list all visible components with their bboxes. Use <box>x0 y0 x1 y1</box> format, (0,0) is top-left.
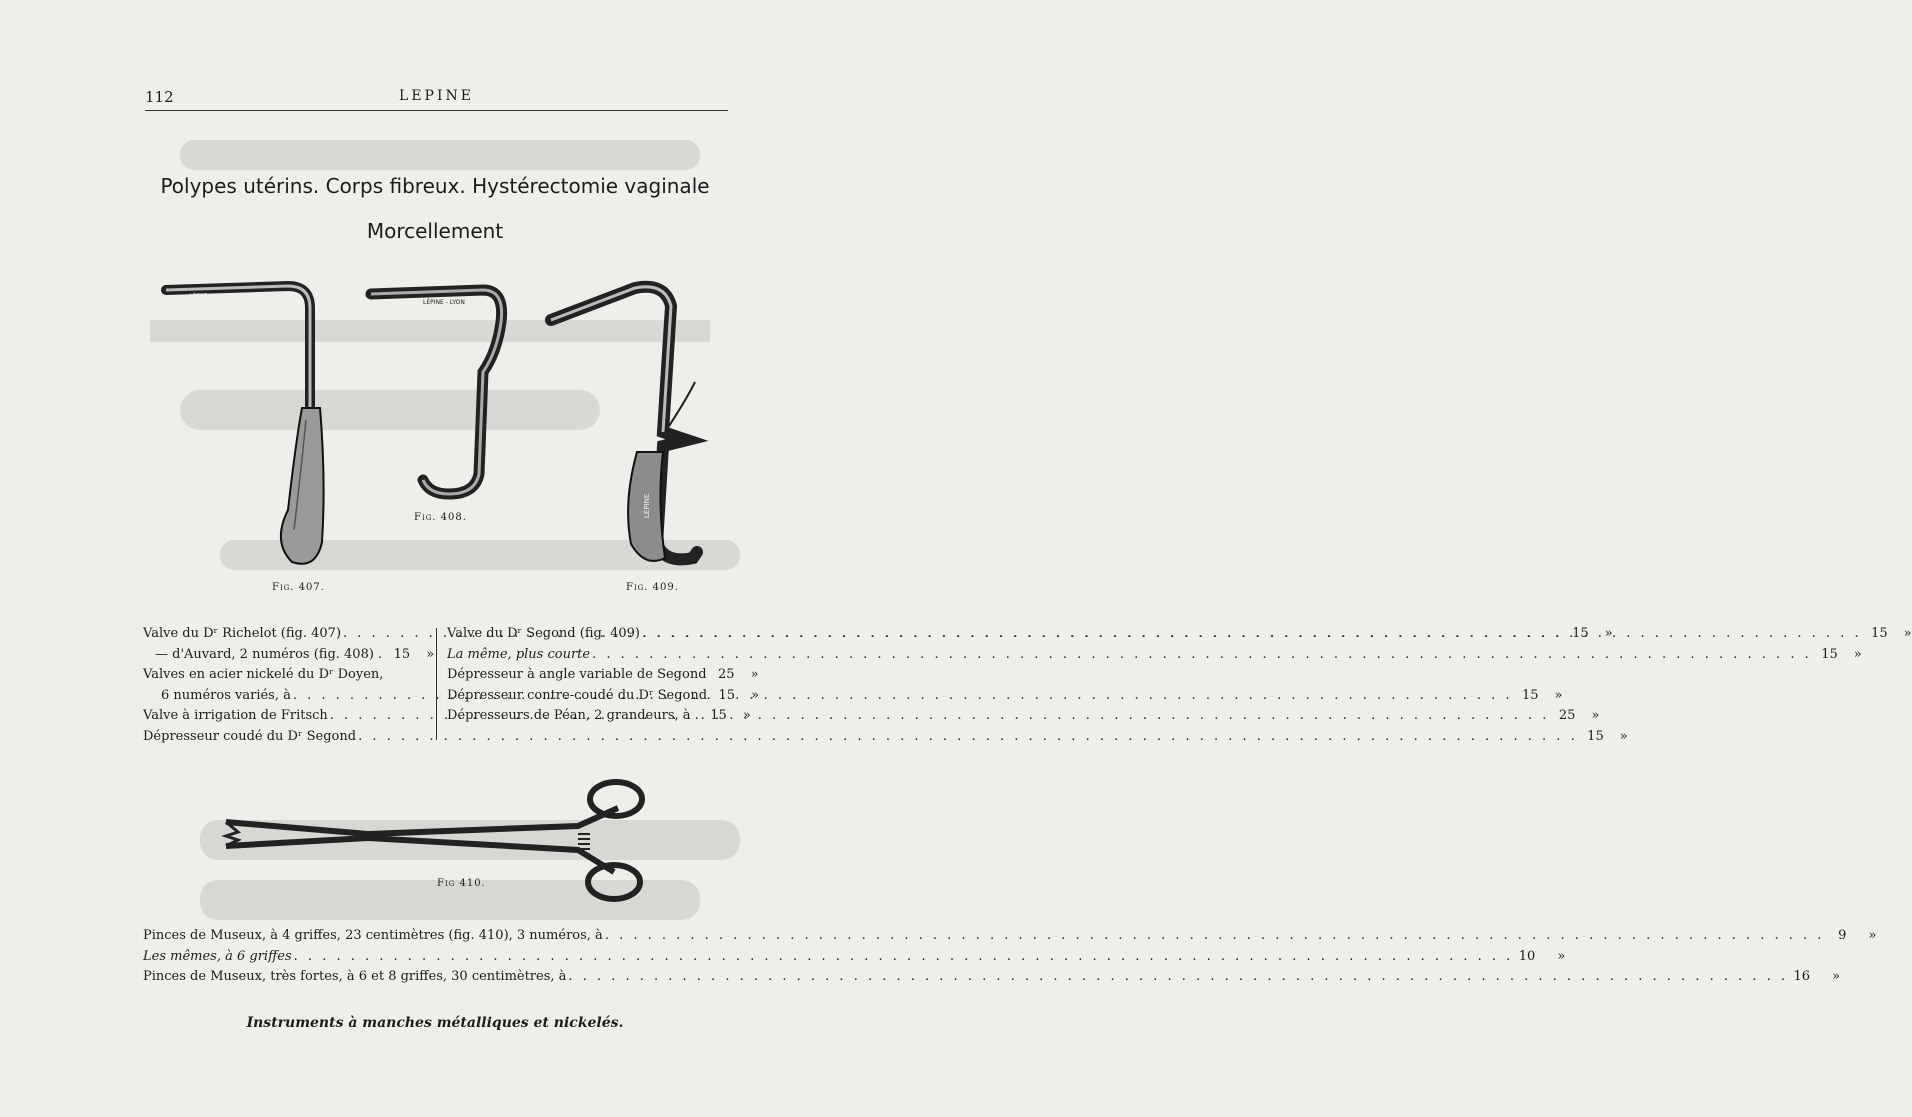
list-item <box>143 646 435 668</box>
item-price: 15 <box>718 687 736 703</box>
item-name: 6 numéros variés, à <box>161 687 291 703</box>
leader-dots <box>566 969 1788 984</box>
caption-fig-407: Fig. 407. <box>272 582 325 593</box>
item-name: Dépresseur contre-coudé du Dʳ Segond <box>447 687 708 703</box>
leader-dots <box>356 729 1578 744</box>
list-item <box>143 948 1566 970</box>
leader-dots <box>590 647 1812 662</box>
list-item <box>447 646 1862 668</box>
price-list-right <box>447 626 1912 729</box>
caption-fig-409: Fig. 409. <box>626 582 679 593</box>
item-name: — d'Auvard, 2 numéros (fig. 408) . <box>155 646 383 662</box>
list-item <box>143 969 1841 990</box>
fig-407-valve-illustration <box>160 280 340 572</box>
fig-409-valve-illustration <box>545 282 705 574</box>
caption-fig-410: Fig 410. <box>437 878 486 889</box>
running-title: LEPINE <box>399 88 474 104</box>
section-title: Polypes utérins. Corps fibreux. Hystérectomie vaginale <box>160 174 710 198</box>
list-item <box>447 667 759 688</box>
item-name: Valve à irrigation de Fritsch <box>143 708 328 723</box>
list-item <box>447 626 1912 647</box>
item-price: 10 <box>1518 948 1536 964</box>
footer-note: Instruments à manches métalliques et nickelés. <box>246 1015 624 1031</box>
leader-dots <box>640 626 1862 641</box>
item-name: Valve du Dʳ Richelot (fig. 407) <box>143 626 342 641</box>
fig-410-forceps-illustration <box>218 772 654 908</box>
currency-mark: » <box>1591 708 1600 723</box>
currency-mark: » <box>1853 646 1862 662</box>
item-price: 15 <box>393 646 411 662</box>
item-price: 9 <box>1838 928 1847 943</box>
item-name: Dépresseur à angle variable de Segond <box>447 667 707 682</box>
page-number: 112 <box>145 88 174 106</box>
item-name: Valve du Dʳ Segond (fig. 409) <box>447 626 640 641</box>
item-price: 15 <box>1871 626 1888 641</box>
item-name: Valves en acier nickelé du Dʳ Doyen, <box>143 667 384 682</box>
list-item <box>447 687 760 709</box>
list-item <box>143 667 427 688</box>
item-name: La même, plus courte <box>447 646 591 662</box>
currency-mark: » <box>751 687 760 703</box>
fig-409-maker-mark: LÉPINE <box>643 493 651 518</box>
list-item <box>143 728 1628 750</box>
item-price: 15 <box>1521 687 1539 703</box>
section-subtitle: Morcellement <box>366 219 504 243</box>
currency-mark: » <box>742 708 751 723</box>
item-price: 25 <box>1558 708 1576 723</box>
item-name: Pinces de Museux, à 4 griffes, 23 centimètres (fig. 410), 3 numéros, à <box>143 928 603 943</box>
currency-mark: » <box>1903 626 1912 641</box>
column-divider <box>436 628 437 740</box>
leader-dots <box>292 949 1514 964</box>
currency-mark: » <box>426 646 435 662</box>
page-header <box>145 88 728 111</box>
currency-mark: » <box>1554 687 1563 703</box>
price-list-bottom <box>143 928 1877 990</box>
currency-mark: » <box>1868 928 1877 943</box>
caption-fig-408: Fig. 408. <box>414 512 467 523</box>
currency-mark: » <box>1604 626 1613 641</box>
item-price: 16 <box>1793 969 1811 984</box>
item-price: 25 <box>717 667 735 682</box>
list-item <box>143 928 1877 949</box>
item-price: 15 <box>1572 626 1589 641</box>
item-name: Les mêmes, à 6 griffes <box>143 948 292 964</box>
currency-mark: » <box>1832 969 1841 984</box>
item-name: Pinces de Museux, très fortes, à 6 et 8 griffes, 30 centimètres, à <box>143 969 567 984</box>
item-price: 15 <box>1587 728 1604 744</box>
fig-408-valve-illustration <box>365 282 515 502</box>
item-price: 15 <box>710 708 727 723</box>
list-item <box>447 708 751 729</box>
fig-410-maker-mark: LÉPINE <box>398 838 416 844</box>
currency-mark: » <box>750 667 759 682</box>
item-price: 15 <box>1821 646 1838 662</box>
item-name: Dépresseurs de Péan, 2 grandeurs, à . <box>447 708 699 723</box>
currency-mark: » <box>1619 728 1628 744</box>
currency-mark: » <box>1557 948 1566 964</box>
fig-408-maker-mark: LÉPINE - LYON <box>423 299 465 306</box>
leader-dots <box>603 928 1825 943</box>
item-name: Dépresseur coudé du Dʳ Segond <box>143 728 357 744</box>
fig-407-maker-mark: LÉPINE <box>190 293 208 299</box>
